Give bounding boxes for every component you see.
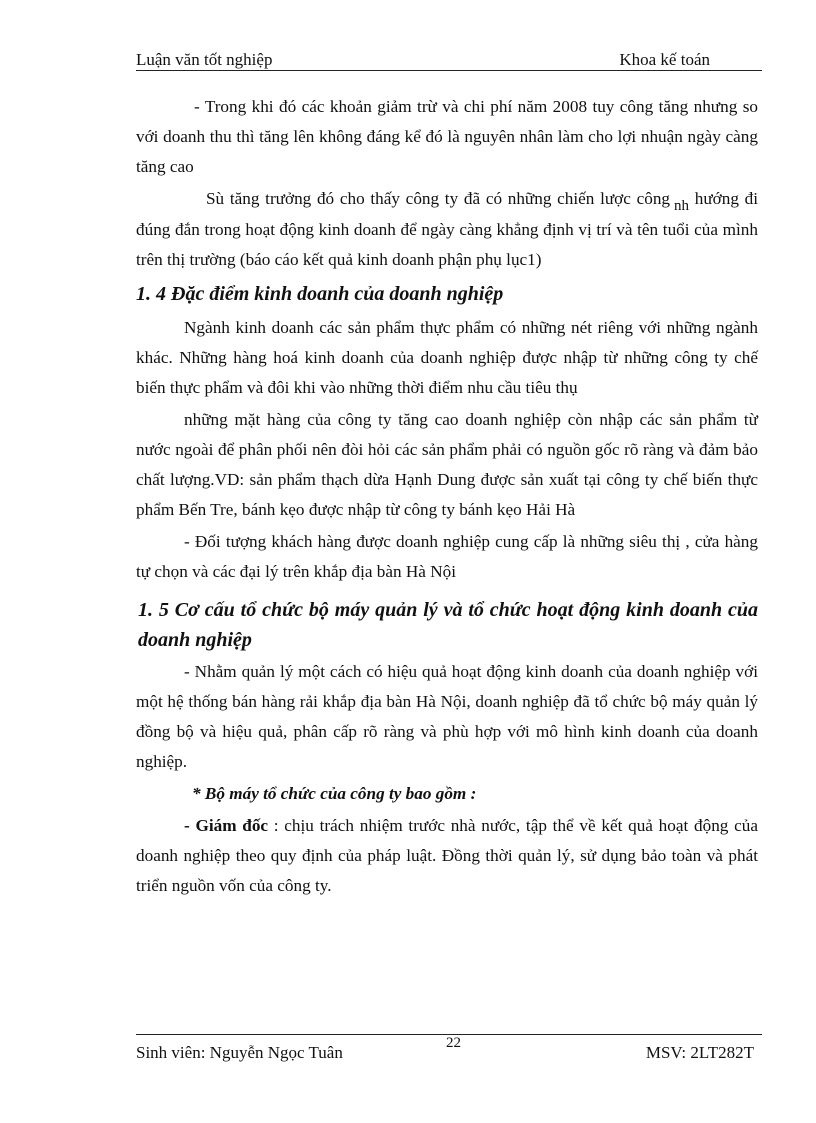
page-body [136,92,758,901]
page-header [136,48,762,71]
paragraph-6: - Nhằm quản lý một cách có hiệu quả hoạt động kinh doanh của doanh nghiệp với một hệ thống bán hàng rải khắp địa bàn Hà Nội, doanh nghiệp đã tổ chức bộ máy quản lý đồng bộ và hiệu quả, phân cấp rõ ràng và phù hợp với mô hình kinh doanh của doanh nghiệp. [136,662,758,771]
section-heading-1-5: 1. 5 Cơ cấu tổ chức bộ máy quản lý và tổ chức hoạt động kinh doanh của doanh nghiệp [138,599,758,651]
paragraph-3: Ngành kinh doanh các sản phẩm thực phẩm có những nét riêng với những ngành khác. Những hàng hoá kinh doanh của doanh nghiệp được nhập từ những công ty chế biến thực phẩm và đôi khi vào những thời điểm nhu cầu tiêu thụ [136,318,758,397]
director-text: : chịu trách nhiệm trước nhà nước, tập thể về kết quả hoạt động của doanh nghiệp theo quy định của pháp luật. Đồng thời quản lý, sử dụng bảo toàn và phát triển nguồn vốn của công ty. [136,816,758,895]
paragraph-2-text: Sù tăng trưởng đó cho thấy công ty đã có những chiến lược công [206,189,671,208]
footer-student-id: MSV: 2LT282T [645,1043,754,1062]
paragraph-5: - Đối tượng khách hàng được doanh nghiệp cung cấp là những siêu thị , cửa hàng tự chọn và các đại lý trên khắp địa bàn Hà Nội [136,532,758,581]
page-footer [136,1034,762,1075]
paragraph-1: - Trong khi đó các khoản giảm trừ và chi phí năm 2008 tuy công tăng nhưng so với doanh thu thì tăng lên không đáng kể đó là nguyên nhân làm cho lợi nhuận ngày càng tăng cao [136,97,758,176]
paragraph-2 [136,184,758,275]
page-number: 22 [446,1035,461,1051]
paragraph-4: những mặt hàng của công ty tăng cao doanh nghiệp còn nhập các sản phẩm từ nước ngoài để phân phối nên đòi hỏi các sản phẩm phải có nguồn gốc rõ ràng và đảm bảo chất lượng.VD: sản phẩm thạch dừa Hạnh Dung được sản xuất tại công ty chế biến thực phẩm Bến Tre, bánh kẹo được nhập từ công ty bánh kẹo Hải Hà [136,410,758,519]
section-heading-1-4: 1. 4 Đặc điểm kinh doanh của doanh nghiệp [136,283,504,305]
paragraph-2-mark: nh [674,198,690,214]
paragraph-7 [136,811,758,901]
paragraph-2-rest: hướng đi đúng đắn trong hoạt động kinh doanh để ngày càng khẳng định vị trí và tên tuổi của mình trên thị trường (báo cáo kết quả kinh doanh phận phụ lục1) [136,189,758,269]
subheading-organization: * Bộ máy tổ chức của công ty bao gồm : [192,784,477,803]
header-faculty-label: Khoa kế toán [619,50,710,69]
director-label: - Giám đốc [184,816,269,835]
header-thesis-label: Luận văn tốt nghiệp [136,50,273,69]
footer-student-name: Sinh viên: Nguyễn Ngọc Tuân [136,1043,343,1062]
